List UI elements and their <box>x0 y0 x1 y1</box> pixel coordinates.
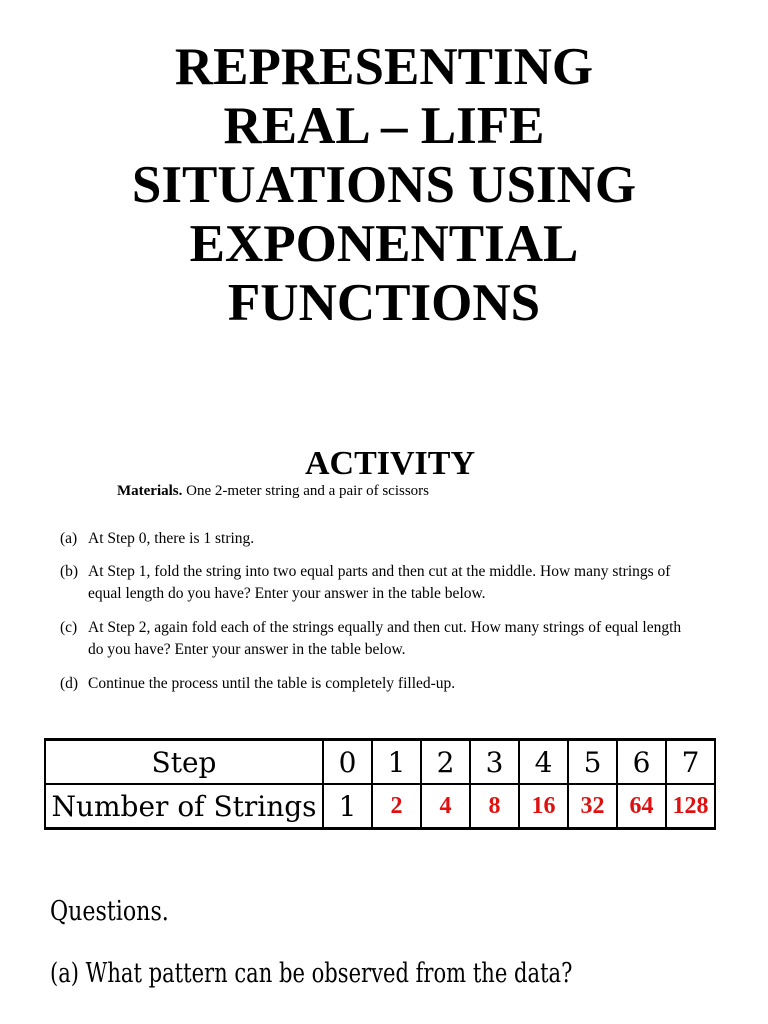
item-label: (a) <box>60 530 78 547</box>
table-cell-answer: 128 <box>666 784 715 829</box>
strings-table <box>44 738 716 830</box>
item-text: At Step 2, again fold each of the strings equally and then cut. How many strings of equal length <box>88 619 682 636</box>
table-cell-answer: 4 <box>421 784 470 829</box>
table-cell-answer: 32 <box>568 784 617 829</box>
table-cell-step: 6 <box>617 740 666 785</box>
table-row-strings <box>45 784 715 829</box>
item-text: Continue the process until the table is completely filled-up. <box>88 675 456 692</box>
materials-text: One 2-meter string and a pair of scissors <box>186 483 429 499</box>
item-text: At Step 1, fold the string into two equal parts and then cut at the middle. How many strings of <box>88 563 671 580</box>
table-cell-answer: 64 <box>617 784 666 829</box>
title-line: EXPONENTIAL <box>189 215 579 273</box>
table-header-strings: Number of Strings <box>45 784 323 829</box>
item-text-cont: do you have? Enter your answer in the table below. <box>88 641 406 658</box>
activity-item-a <box>60 528 254 550</box>
item-label: (d) <box>60 675 79 692</box>
title-line: REPRESENTING <box>174 38 594 96</box>
table-cell-answer: 8 <box>470 784 519 829</box>
item-text-cont: equal length do you have? Enter your answer in the table below. <box>88 585 486 602</box>
table-cell-answer: 16 <box>519 784 568 829</box>
table-cell-step: 1 <box>372 740 421 785</box>
item-text: At Step 0, there is 1 string. <box>88 530 255 547</box>
table-header-step: Step <box>45 740 323 785</box>
page-title <box>0 38 768 333</box>
activity-item-c <box>60 617 681 661</box>
table-cell-given: 1 <box>323 784 372 829</box>
table-cell-answer: 2 <box>372 784 421 829</box>
questions-heading: Questions. <box>50 896 169 927</box>
table-cell-step: 2 <box>421 740 470 785</box>
materials-label: Materials. <box>117 483 183 499</box>
title-line: SITUATIONS USING <box>131 156 637 214</box>
table-cell-step: 7 <box>666 740 715 785</box>
activity-heading: ACTIVITY <box>304 445 476 482</box>
table-row-step <box>45 740 715 785</box>
materials-line <box>117 483 429 500</box>
table-cell-step: 3 <box>470 740 519 785</box>
activity-item-b <box>60 561 670 605</box>
title-line: REAL – LIFE <box>223 97 545 155</box>
question-a: (a) What pattern can be observed from the data? <box>50 958 573 989</box>
table-cell-step: 5 <box>568 740 617 785</box>
item-label: (b) <box>60 563 79 580</box>
activity-item-d <box>60 673 455 695</box>
title-line: FUNCTIONS <box>227 274 541 332</box>
table-cell-step: 4 <box>519 740 568 785</box>
item-label: (c) <box>60 619 78 636</box>
table-cell-step: 0 <box>323 740 372 785</box>
